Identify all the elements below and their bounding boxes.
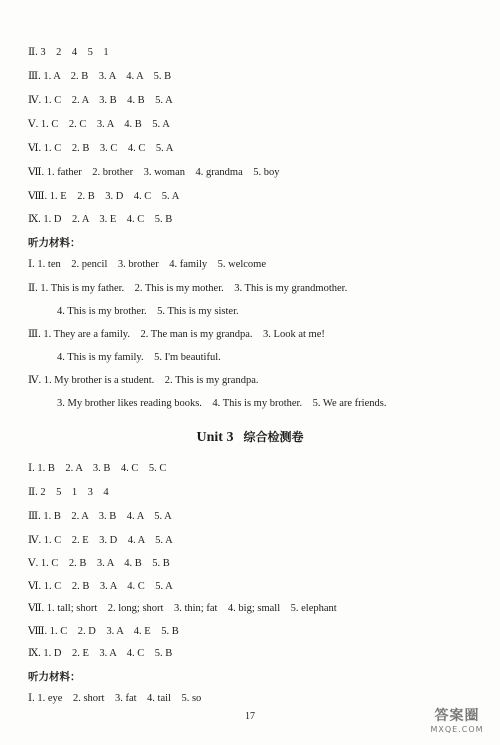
listening-line: Ⅰ. 1. eye 2. short 3. fat 4. tail 5. so: [28, 693, 202, 704]
answer-line: Ⅰ. 1. B 2. A 3. B 4. C 5. C: [28, 463, 167, 474]
answer-line: Ⅶ. 1. father 2. brother 3. woman 4. grandma 5. boy: [28, 167, 280, 178]
answer-line: Ⅸ. 1. D 2. A 3. E 4. C 5. B: [28, 214, 173, 225]
page-number: 17: [245, 711, 255, 722]
unit-title: Unit 3: [196, 430, 234, 445]
watermark-logo: [420, 707, 494, 741]
unit-heading: [0, 428, 500, 447]
listening-line: 4. This is my brother. 5. This is my sister.: [57, 306, 239, 317]
answer-line: Ⅳ. 1. C 2. A 3. B 4. B 5. A: [28, 95, 173, 106]
listening-line: 3. My brother likes reading books. 4. This is my brother. 5. We are friends.: [57, 398, 387, 409]
answer-line: Ⅱ. 3 2 4 5 1: [28, 47, 109, 58]
answer-line: Ⅷ. 1. E 2. B 3. D 4. C 5. A: [28, 191, 180, 202]
listening-line: Ⅰ. 1. ten 2. pencil 3. brother 4. family 5. welcome: [28, 259, 267, 270]
listening-line: Ⅱ. 1. This is my father. 2. This is my mother. 3. This is my grandmother.: [28, 283, 348, 294]
answer-line: Ⅱ. 2 5 1 3 4: [28, 487, 109, 498]
answer-line: Ⅶ. 1. tall; short 2. long; short 3. thin; fat 4. big; small 5. elephant: [28, 603, 337, 614]
watermark-bottom: MXQE.COM: [430, 725, 484, 734]
answer-line: Ⅳ. 1. C 2. E 3. D 4. A 5. A: [28, 535, 173, 546]
answer-line: Ⅵ. 1. C 2. B 3. A 4. C 5. A: [28, 581, 173, 592]
answer-line: Ⅷ. 1. C 2. D 3. A 4. E 5. B: [28, 626, 179, 637]
listening-line: Ⅳ. 1. My brother is a student. 2. This is my grandpa.: [28, 375, 259, 386]
answer-line: Ⅴ. 1. C 2. C 3. A 4. B 5. A: [28, 119, 170, 130]
answer-line: Ⅸ. 1. D 2. E 3. A 4. C 5. B: [28, 648, 173, 659]
answer-line: Ⅲ. 1. B 2. A 3. B 4. A 5. A: [28, 511, 172, 522]
listening-line: Ⅲ. 1. They are a family. 2. The man is my grandpa. 3. Look at me!: [28, 329, 325, 340]
listening-line: 4. This is my family. 5. I'm beautiful.: [57, 352, 221, 363]
answer-line: Ⅲ. 1. A 2. B 3. A 4. A 5. B: [28, 71, 172, 82]
answer-line: Ⅴ. 1. C 2. B 3. A 4. B 5. B: [28, 558, 170, 569]
listening-heading: 听力材料：: [28, 671, 81, 683]
listening-heading: 听力材料：: [28, 237, 81, 249]
watermark-top: 答案圈: [434, 708, 480, 724]
unit-subtitle: 综合检测卷: [243, 430, 304, 444]
answer-line: Ⅵ. 1. C 2. B 3. C 4. C 5. A: [28, 143, 174, 154]
